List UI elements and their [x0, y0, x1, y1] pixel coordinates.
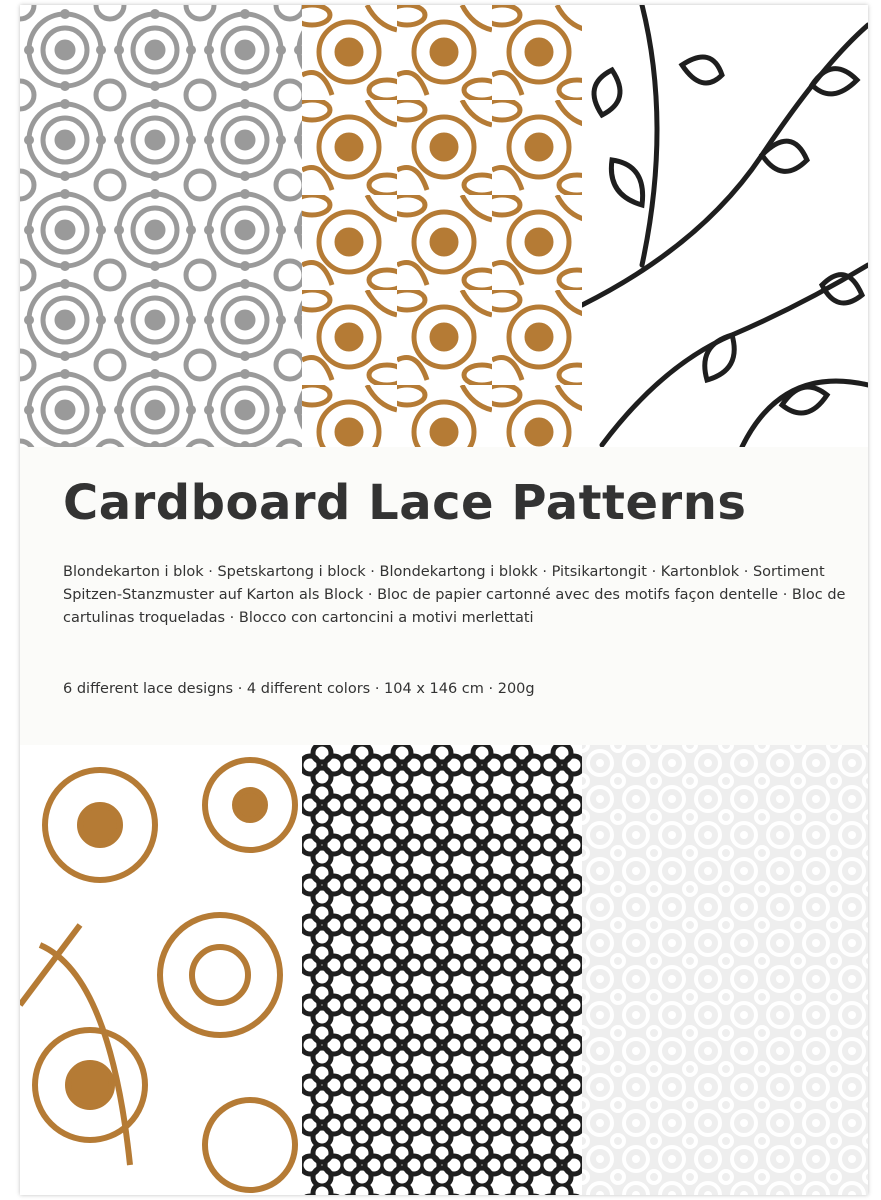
- white-star-flower-panel: [582, 745, 868, 1195]
- product-cover: [20, 5, 868, 1195]
- gold-butterfly-lace-panel: [302, 5, 582, 447]
- grey-flower-lace-panel: [20, 5, 302, 447]
- product-specs: 6 different lace designs · 4 different colors · 104 x 146 cm · 200g: [63, 681, 535, 697]
- product-title: Cardboard Lace Patterns: [63, 475, 747, 531]
- black-quatrefoil-panel: [302, 745, 582, 1195]
- product-description: Blondekarton i blok · Spetskartong i block · Blondekartong i blokk · Pitsikartongit · Kartonblok · Sortiment Spitzen-Stanzmuster auf Karton als Block · Bloc de papier cartonné avec des motifs façon dentelle · Bloc de cartulinas troqueladas · Blocco con cartoncini a motivi merlettati: [63, 564, 846, 626]
- black-leaf-vine-panel: [582, 5, 868, 447]
- gold-daisy-lace-panel: [20, 745, 302, 1195]
